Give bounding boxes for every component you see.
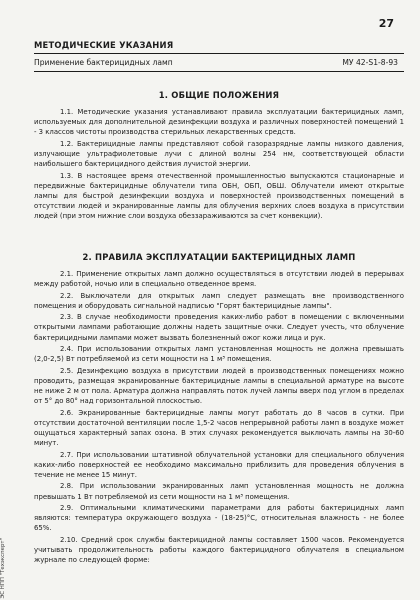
document-subject: Применение бактерицидных ламп xyxy=(34,58,173,67)
paragraph-2-9: 2.9. Оптимальными климатическими параметрами для работы бактерицидных ламп являются: температура окружающего воздуха - (18-25)°С, относительная влажность - не более 65%. xyxy=(34,503,404,533)
paragraph-2-6: 2.6. Экранированные бактерицидные лампы могут работать до 8 часов в сутки. При отсутствии достаточной вентиляции после 1,5-2 часов непрерывной работы ламп в воздухе может ощущаться характерный запах озона. В этих случаях рекомендуется выключать лампы на 30-60 минут. xyxy=(34,408,404,448)
document-type-title: МЕТОДИЧЕСКИЕ УКАЗАНИЯ xyxy=(34,40,174,50)
document-number: МУ 42-S1-8-93 xyxy=(342,58,398,67)
header-rule-top xyxy=(34,53,404,54)
paragraph-1-2: 1.2. Бактерицидные лампы представляют собой газоразрядные лампы низкого давления, излучающие ультрафиолетовые лучи с длиной волны 254 нм, соответствующей области наибольшего бактерицидного действия лучистой энергии. xyxy=(34,139,404,169)
page-number: 27 xyxy=(378,17,394,30)
section-title-general: 1. ОБЩИЕ ПОЛОЖЕНИЯ xyxy=(158,90,280,100)
paragraph-2-4: 2.4. При использовании открытых ламп установленная мощность не должна превышать (2,0-2,5) Вт потребляемой из сети мощности на 1 м³ помещения. xyxy=(34,344,404,364)
section-body-general xyxy=(34,107,404,223)
paragraph-2-5: 2.5. Дезинфекцию воздуха в присутствии людей в производственных помещениях можно проводить, размещая экранированные бактерицидные лампы в специальной арматуре на высоте не ниже 2 м от пола. Арматура должна направлять поток лучей лампы вверх под углом в пределах от 5° до 80° над горизонтальной плоскостью. xyxy=(34,366,404,406)
paragraph-2-8: 2.8. При использовании экранированных ламп установленная мощность не должна превышать 1 Вт потребляемой из сети мощности на 1 м³ помещения. xyxy=(34,482,404,501)
paragraph-1-3: 1.3. В настоящее время отечественной промышленностью выпускаются стационарные и передвижные бактерицидные облучатели типа ОБН, ОБП, ОБШ. Облучатели имеют открытые лампы для быстрой дезинфекции воздуха и поверхностей производственных помещений в отсутствии людей и экранированные лампы для облучения верхних слоев воздуха в присутствии людей (при этом нижние слои воздуха обеззараживаются за счет конвекции). xyxy=(34,171,404,221)
paragraph-2-10: 2.10. Средний срок службы бактерицидной лампы составляет 1500 часов. Рекомендуется учитывать продолжительность работы каждого бактерицидного облучателя в специальном журнале по следующей форме: xyxy=(34,535,404,565)
paragraph-1-1: 1.1. Методические указания устанавливают правила эксплуатации бактерицидных ламп, используемых для дополнительной дезинфекции воздуха и различных поверхностей помещений 1 - 3 классов чистоты производства стерильных лекарственных средств. xyxy=(34,108,404,137)
section-title-operation-rules: 2. ПРАВИЛА ЭКСПЛУАТАЦИИ БАКТЕРИЦИДНЫХ ЛАМП xyxy=(82,252,356,262)
header-rule-bottom xyxy=(34,71,404,72)
section-body-operation-rules xyxy=(34,269,404,567)
paragraph-2-1: 2.1. Применение открытых ламп должно осуществляться в отсутствии людей в перерывах между работой, ночью или в специально отведенное время. xyxy=(34,270,404,289)
paragraph-2-2: 2.2. Выключатели для открытых ламп следует размещать вне производственного помещения и оборудовать сигнальной надписью "Горят бактерицидные лампы". xyxy=(34,291,404,310)
publisher-side-label: ЭС НПП "Техэксперт" xyxy=(0,538,6,599)
paragraph-2-7: 2.7. При использовании штативной облучательной установки для специального облучения каких-либо поверхностей ее необходимо максимально приблизить для проведения облучения в течение не менее 15 минут. xyxy=(34,450,404,479)
paragraph-2-3: 2.3. В случае необходимости проведения каких-либо работ в помещении с включенными открытыми лампами работающие должны надеть защитные очки. Следует учесть, что облучение бактерицидными лампами может вызвать болезненный ожог кожи лица и рук. xyxy=(34,313,404,342)
